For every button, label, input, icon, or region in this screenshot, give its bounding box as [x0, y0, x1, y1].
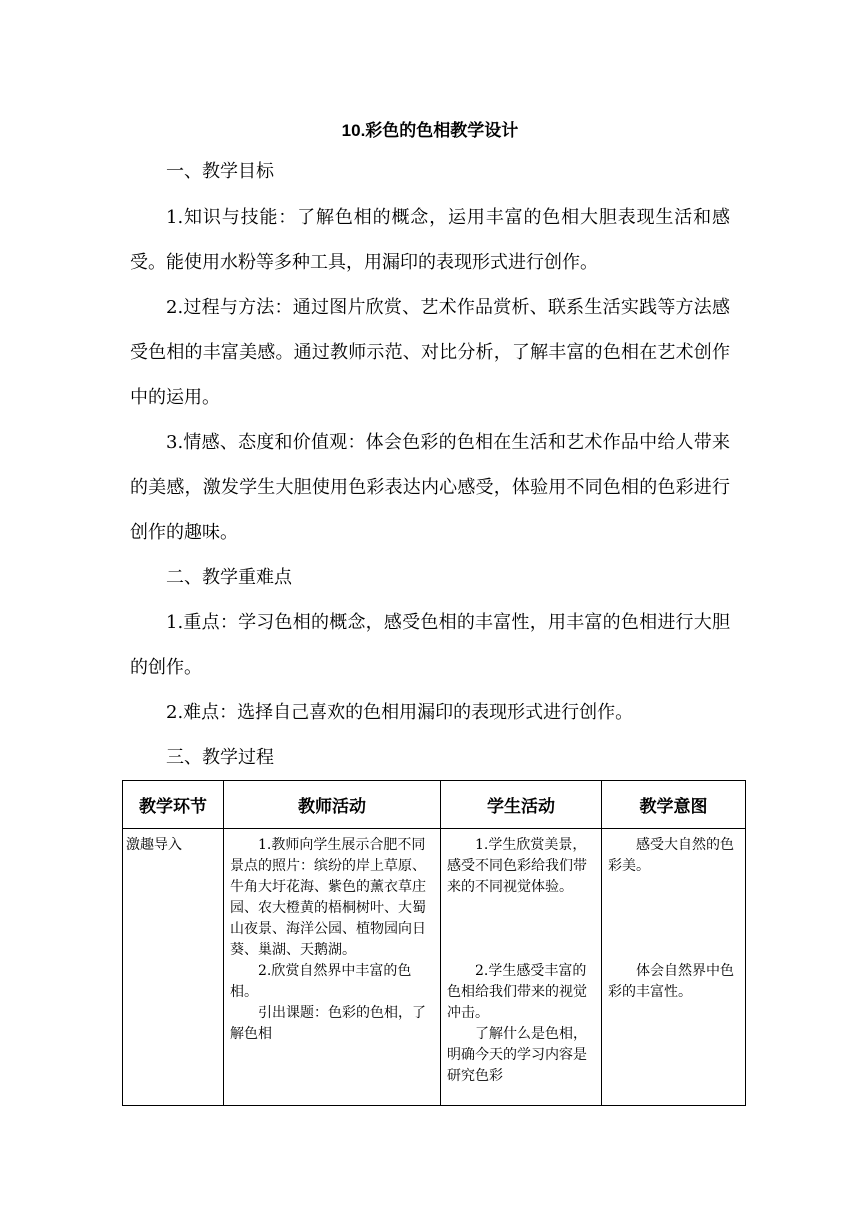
section-heading-process: 三、教学过程 — [166, 747, 274, 768]
header-stage: 教学环节 — [123, 781, 224, 829]
objective-emotion: 3.情感、态度和价值观：体会色彩的色相在生活和艺术作品中给人带来的美感，激发学生大胆使用色彩表达内心感受，体验用不同色相的色彩进行创作的趣味。 — [130, 432, 730, 543]
key-point: 1.重点：学习色相的概念，感受色相的丰富性，用丰富的色相进行大胆的创作。 — [130, 612, 730, 678]
teacher-activity-2: 2.欣赏自然界中丰富的色相。 — [230, 963, 412, 1000]
header-teaching-intent: 教学意图 — [602, 781, 746, 829]
difficult-point: 2.难点：选择自己喜欢的色相用漏印的表现形式进行创作。 — [166, 702, 634, 723]
student-activity-1: 1.学生欣赏美景，感受不同色彩给我们带来的不同视觉体验。 — [447, 837, 587, 895]
teaching-process-table — [122, 780, 746, 1106]
table-row — [123, 829, 746, 1106]
cell-teaching-intent — [602, 829, 746, 1106]
teacher-activity-1: 1.教师向学生展示合肥不同景点的照片：缤纷的岸上草原、牛角大圩花海、紫色的薰衣草庄园、农大橙黄的梧桐树叶、大蜀山夜景、海洋公园、植物园向日葵、巢湖、天鹅湖。 — [230, 837, 426, 958]
header-teacher-activity: 教师活动 — [224, 781, 441, 829]
cell-teacher-activity — [224, 829, 441, 1106]
objective-process: 2.过程与方法：通过图片欣赏、艺术作品赏析、联系生活实践等方法感受色相的丰富美感。通过教师示范、对比分析，了解丰富的色相在艺术创作中的运用。 — [130, 297, 730, 408]
table-header-row — [123, 781, 746, 829]
objective-knowledge: 1.知识与技能：了解色相的概念，运用丰富的色相大胆表现生活和感受。能使用水粉等多种工具，用漏印的表现形式进行创作。 — [130, 207, 730, 273]
student-activity-3: 了解什么是色相，明确今天的学习内容是研究色彩 — [447, 1026, 587, 1084]
student-activity-2: 2.学生感受丰富的色相给我们带来的视觉冲击。 — [447, 963, 587, 1021]
cell-stage: 激趣导入 — [123, 829, 224, 1106]
section-heading-key-points: 二、教学重难点 — [166, 567, 292, 588]
intent-2: 体会自然界中色彩的丰富性。 — [608, 963, 734, 1000]
intent-1: 感受大自然的色彩美。 — [608, 837, 734, 874]
teacher-activity-3: 引出课题：色彩的色相，了解色相 — [230, 1005, 426, 1042]
document-title: 10.彩色的色相教学设计 — [341, 121, 519, 140]
header-student-activity: 学生活动 — [441, 781, 602, 829]
cell-student-activity — [441, 829, 602, 1106]
section-heading-objectives: 一、教学目标 — [166, 161, 274, 182]
